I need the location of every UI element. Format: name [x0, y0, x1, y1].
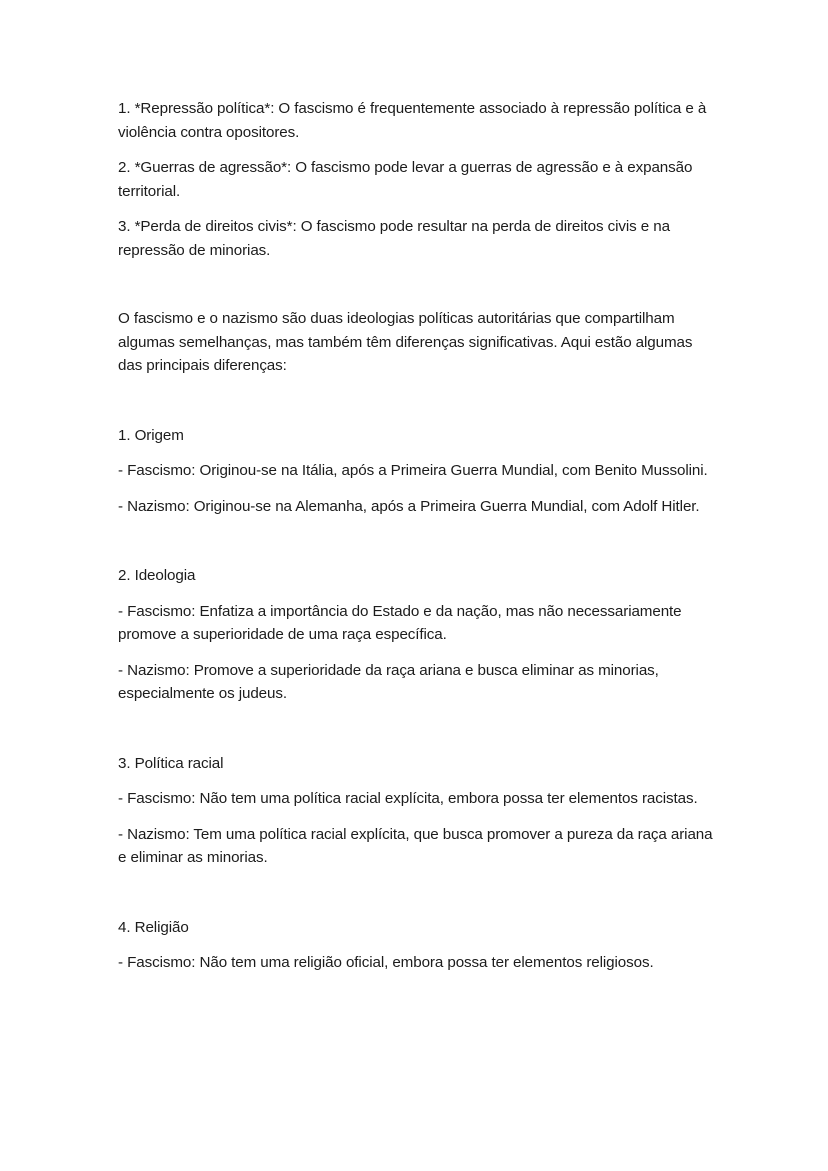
section-heading-origem: 1. Origem	[118, 426, 184, 444]
spacer	[118, 530, 718, 564]
spacer	[118, 718, 718, 752]
section-item: - Nazismo: Promove a superioridade da raça ariana e busca eliminar as minorias, especialmente os judeus.	[118, 661, 659, 702]
section-item: - Nazismo: Originou-se na Alemanha, após a Primeira Guerra Mundial, com Adolf Hitler.	[118, 497, 700, 515]
document-body	[118, 97, 718, 987]
section-heading-ideologia: 2. Ideologia	[118, 567, 196, 584]
section-item: - Fascismo: Originou-se na Itália, após a Primeira Guerra Mundial, com Benito Mussolini.	[118, 462, 708, 479]
section-item: - Fascismo: Enfatiza a importância do Estado e da nação, mas não necessariamente promove a superioridade de uma raça específica.	[118, 602, 682, 643]
consequence-item-1: 1. *Repressão política*: O fascismo é frequentemente associado à repressão política e à violência contra opositores.	[118, 100, 707, 141]
intro-paragraph: O fascismo e o nazismo são duas ideologias políticas autoritárias que compartilham algumas semelhanças, mas também têm diferenças significativas. Aqui estão algumas das principais diferenças:	[118, 310, 693, 374]
section-item: - Fascismo: Não tem uma política racial explícita, embora possa ter elementos racistas.	[118, 790, 698, 807]
section-heading-religiao: 4. Religião	[118, 918, 189, 936]
consequence-item-2: 2. *Guerras de agressão*: O fascismo pode levar a guerras de agressão e à expansão territorial.	[118, 159, 693, 200]
spacer	[118, 882, 718, 916]
section-heading-politica-racial: 3. Política racial	[118, 754, 224, 772]
spacer	[118, 390, 718, 424]
consequence-item-3: 3. *Perda de direitos civis*: O fascismo pode resultar na perda de direitos civis e na repressão de minorias.	[118, 218, 670, 259]
section-item: - Fascismo: Não tem uma religião oficial, embora possa ter elementos religiosos.	[118, 954, 654, 971]
section-item: - Nazismo: Tem uma política racial explícita, que busca promover a pureza da raça ariana e eliminar as minorias.	[118, 825, 713, 866]
spacer	[118, 274, 718, 307]
